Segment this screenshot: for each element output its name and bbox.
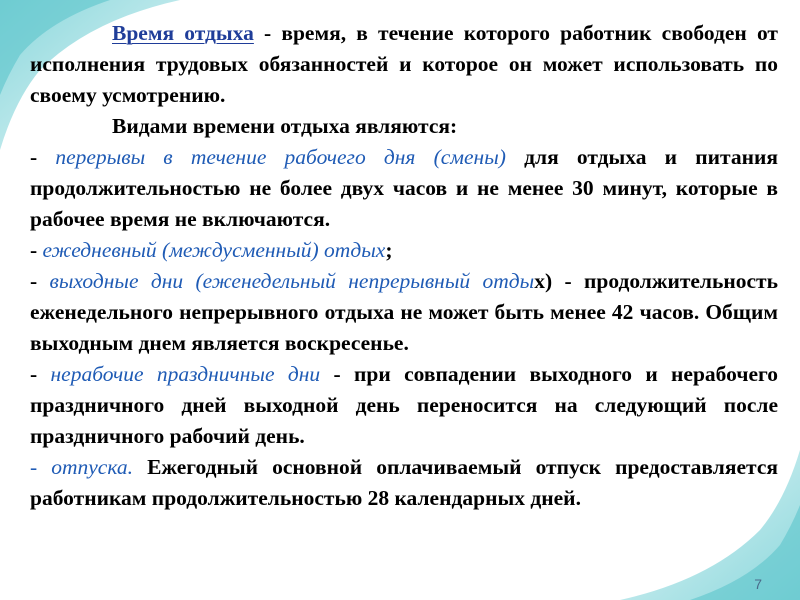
vacation-text: Ежегодный основной оплачиваемый отпуск предоставляется работникам продолжительностью 28 календарных дней.: [30, 455, 778, 510]
weekends-term-tail: х): [534, 269, 553, 293]
breaks-term: перерывы в течение рабочего дня (смены): [55, 145, 506, 169]
list-dash: -: [30, 362, 51, 386]
list-item-holidays: [30, 359, 778, 452]
types-intro: Видами времени отдыха являются:: [112, 114, 458, 138]
slide-body: [30, 18, 778, 514]
list-item-vacation: [30, 452, 778, 514]
definition-paragraph: [30, 18, 778, 111]
vacation-term: отпуска.: [51, 455, 133, 479]
holidays-term: нерабочие праздничные дни: [50, 362, 321, 386]
list-dash: -: [30, 145, 56, 169]
daily-rest-text: ;: [385, 238, 393, 262]
list-dash: -: [30, 455, 52, 479]
breaks-text: для отдыха и питания продолжительностью не более двух часов и не менее 30 минут, которые в рабочее время не включаются.: [30, 145, 778, 231]
weekends-text: - продолжительность еженедельного непрерывного отдыха не может быть менее 42 часов. Общим выходным днем является воскресенье.: [30, 269, 778, 355]
daily-rest-term: ежедневный (междусменный) отдых: [42, 238, 386, 262]
weekends-term: выходные дни (еженедельный непрерывный отды: [49, 269, 535, 293]
list-dash: -: [30, 269, 50, 293]
rest-time-term: Время отдыха: [112, 21, 254, 45]
definition-text: - время, в течение которого работник свободен от исполнения трудовых обязанностей и которое он может использовать по своему усмотрению.: [30, 21, 778, 107]
list-item-daily-rest: [30, 235, 778, 266]
page-number: 7: [754, 576, 762, 592]
list-dash: -: [30, 238, 43, 262]
list-item-breaks: [30, 142, 778, 235]
holidays-text: - при совпадении выходного и нерабочего праздничного дней выходной день переносится на следующий после праздничного рабочий день.: [30, 362, 778, 448]
list-item-weekends: [30, 266, 778, 359]
